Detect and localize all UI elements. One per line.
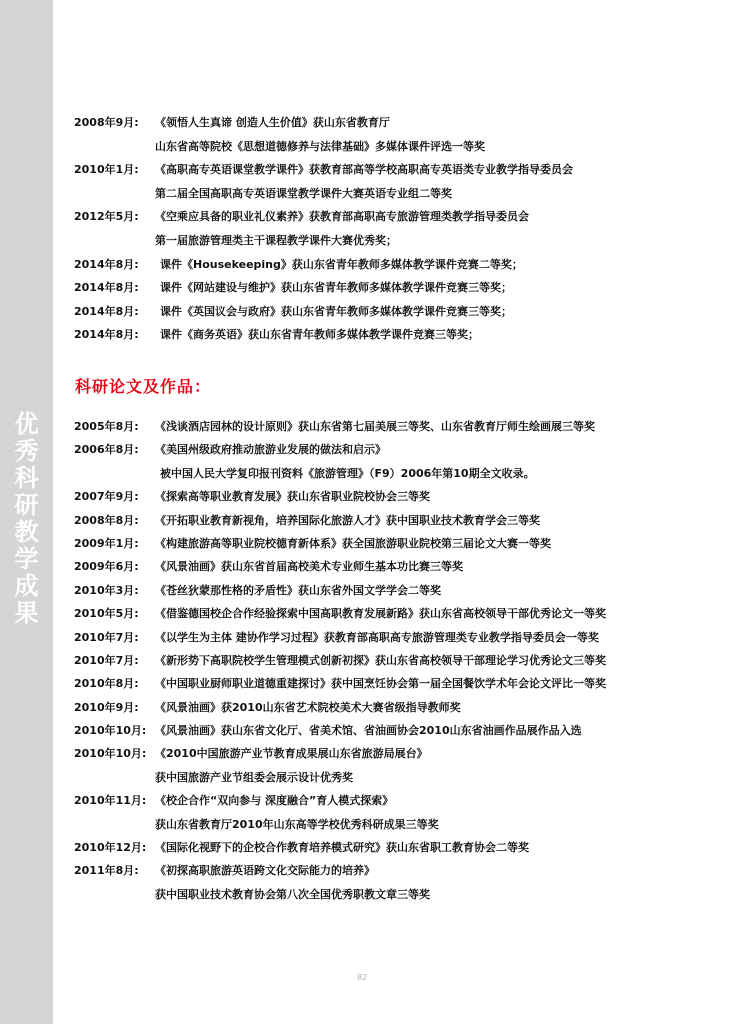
entry-text: 被中国人民大学复印报刊资料《旅游管理》（F9）2006年第10期全文收录。 (160, 466, 535, 480)
entry-text: 获山东省教育厅2010年山东高等学校优秀科研成果三等奖 (155, 817, 439, 831)
entry-date: 2010年9月: (74, 700, 139, 714)
list-item (0, 210, 749, 234)
list-item (0, 537, 749, 560)
list-item (0, 443, 749, 466)
list-item (0, 818, 749, 841)
entry-text: 山东省高等院校《思想道德修养与法律基础》多媒体课件评选一等奖 (155, 139, 485, 153)
sidebar-title-char: 科 (14, 463, 39, 492)
entry-date: 2010年10月: (74, 724, 147, 738)
list-item (0, 514, 749, 537)
entry-text: 《风景油画》获山东省首届高校美术专业师生基本功比赛三等奖 (155, 560, 463, 574)
list-item (0, 163, 749, 187)
entry-date: 2010年3月: (74, 583, 139, 597)
list-item (0, 841, 749, 864)
entry-date: 2010年7月: (74, 630, 139, 644)
list-item (0, 864, 749, 887)
list-item (0, 116, 749, 140)
list-item (0, 888, 749, 911)
entry-date: 2012年5月: (74, 210, 139, 224)
list-item (0, 701, 749, 724)
sidebar-title-char: 成 (14, 571, 39, 600)
list-item (0, 467, 749, 490)
entry-text: 《苍丝狄蒙那性格的矛盾性》获山东省外国文学学会二等奖 (155, 583, 441, 597)
section-heading-papers: 科研论文及作品： (75, 377, 212, 396)
list-item (0, 258, 749, 282)
sidebar-title-char: 学 (14, 544, 39, 573)
list-item (0, 747, 749, 770)
entry-text: 获中国职业技术教育协会第八次全国优秀职教文章三等奖 (155, 887, 430, 901)
entry-text: 《开拓职业教育新视角，培养国际化旅游人才》获中国职业技术教育学会三等奖 (155, 513, 540, 527)
sidebar-title-char: 研 (14, 490, 39, 519)
entry-text: 《以学生为主体 建协作学习过程》获教育部高职高专旅游管理类专业教学指导委员会一等奖 (155, 630, 599, 644)
list-item (0, 305, 749, 329)
list-item (0, 584, 749, 607)
entry-text: 《风景油画》获2010山东省艺术院校美术大赛省级指导教师奖 (155, 700, 461, 714)
sidebar-title-char: 秀 (14, 436, 39, 465)
entry-date: 2014年8月: (74, 328, 139, 342)
sidebar-title-char: 果 (14, 598, 39, 627)
entry-text: 《校企合作“双向参与 深度融合”育人模式探索》 (155, 794, 394, 808)
entry-date: 2006年8月: (74, 443, 139, 457)
entry-date: 2008年9月: (74, 116, 139, 129)
entry-date: 2008年8月: (74, 513, 139, 527)
entry-date: 2011年8月: (74, 864, 139, 878)
list-item (0, 724, 749, 747)
list-item (0, 607, 749, 630)
entry-text: 课件《Housekeeping》获山东省青年教师多媒体教学课件竞赛二等奖； (160, 257, 523, 271)
sidebar-title-char: 优 (14, 409, 39, 438)
entry-date: 2009年1月: (74, 536, 139, 550)
entry-text: 《借鉴德国校企合作经验探索中国高职教育发展新路》获山东省高校领导干部优秀论文一等奖 (155, 607, 606, 621)
entry-text: 第二届全国高职高专英语课堂教学课件大赛英语专业组二等奖 (155, 186, 452, 200)
entry-text: 《国际化视野下的企校合作教育培养模式研究》获山东省职工教育协会二等奖 (155, 841, 529, 855)
entry-text: 《领悟人生真谛 创造人生价值》获山东省教育厅 (155, 116, 390, 129)
entry-date: 2014年8月: (74, 257, 139, 271)
entry-date: 2014年8月: (74, 304, 139, 318)
list-item (0, 677, 749, 700)
list-item (0, 328, 749, 352)
entry-text: 《美国州级政府推动旅游业发展的做法和启示》 (155, 443, 386, 457)
entry-text: 《中国职业厨师职业道德重建探讨》获中国烹饪协会第一届全国餐饮学术年会论文评比一等奖 (155, 677, 606, 691)
list-item (0, 281, 749, 305)
entry-date: 2010年8月: (74, 677, 139, 691)
entry-text: 《2010中国旅游产业节教育成果展山东省旅游局展台》 (155, 747, 428, 761)
entry-text: 《初探高职旅游英语跨文化交际能力的培养》 (155, 864, 375, 878)
awards-list (0, 116, 749, 352)
entry-text: 课件《商务英语》获山东省青年教师多媒体教学课件竞赛三等奖； (160, 328, 479, 342)
list-item (0, 654, 749, 677)
entry-text: 《构建旅游高等职业院校德育新体系》获全国旅游职业院校第三届论文大赛一等奖 (155, 536, 551, 550)
entry-date: 2007年9月: (74, 490, 139, 504)
entry-text: 《风景油画》获山东省文化厅、省美术馆、省油画协会2010山东省油画作品展作品入选 (155, 724, 582, 738)
entry-date: 2010年11月: (74, 794, 147, 808)
entry-text: 《浅谈酒店园林的设计原则》获山东省第七届美展三等奖、山东省教育厅师生绘画展三等奖 (155, 420, 595, 433)
list-item (0, 234, 749, 258)
list-item (0, 771, 749, 794)
entry-date: 2009年6月: (74, 560, 139, 574)
list-item (0, 794, 749, 817)
entry-text: 《空乘应具备的职业礼仪素养》获教育部高职高专旅游管理类教学指导委员会 (155, 210, 529, 224)
papers-list (0, 420, 749, 911)
entry-text: 《高职高专英语课堂教学课件》获教育部高等学校高职高专英语类专业教学指导委员会 (155, 163, 573, 177)
entry-text: 《新形势下高职院校学生管理模式创新初探》获山东省高校领导干部理论学习优秀论文三等奖 (155, 653, 606, 667)
list-item (0, 187, 749, 211)
entry-date: 2010年12月: (74, 841, 147, 855)
list-item (0, 560, 749, 583)
entry-text: 课件《英国议会与政府》获山东省青年教师多媒体教学课件竞赛三等奖； (160, 304, 512, 318)
list-item (0, 140, 749, 164)
entry-date: 2010年10月: (74, 747, 147, 761)
sidebar-title-char: 教 (14, 517, 39, 546)
entry-text: 第一届旅游管理类主干课程教学课件大赛优秀奖； (155, 233, 397, 247)
entry-text: 获中国旅游产业节组委会展示设计优秀奖 (155, 770, 353, 784)
entry-date: 2010年5月: (74, 607, 139, 621)
entry-text: 《探索高等职业教育发展》获山东省职业院校协会三等奖 (155, 490, 430, 504)
list-item (0, 490, 749, 513)
page-number: 82 (357, 973, 368, 982)
entry-date: 2014年8月: (74, 281, 139, 295)
entry-date: 2005年8月: (74, 420, 139, 433)
list-item (0, 420, 749, 443)
entry-date: 2010年1月: (74, 163, 139, 177)
list-item (0, 631, 749, 654)
entry-date: 2010年7月: (74, 653, 139, 667)
entry-text: 课件《网站建设与维护》获山东省青年教师多媒体教学课件竞赛三等奖； (160, 281, 512, 295)
